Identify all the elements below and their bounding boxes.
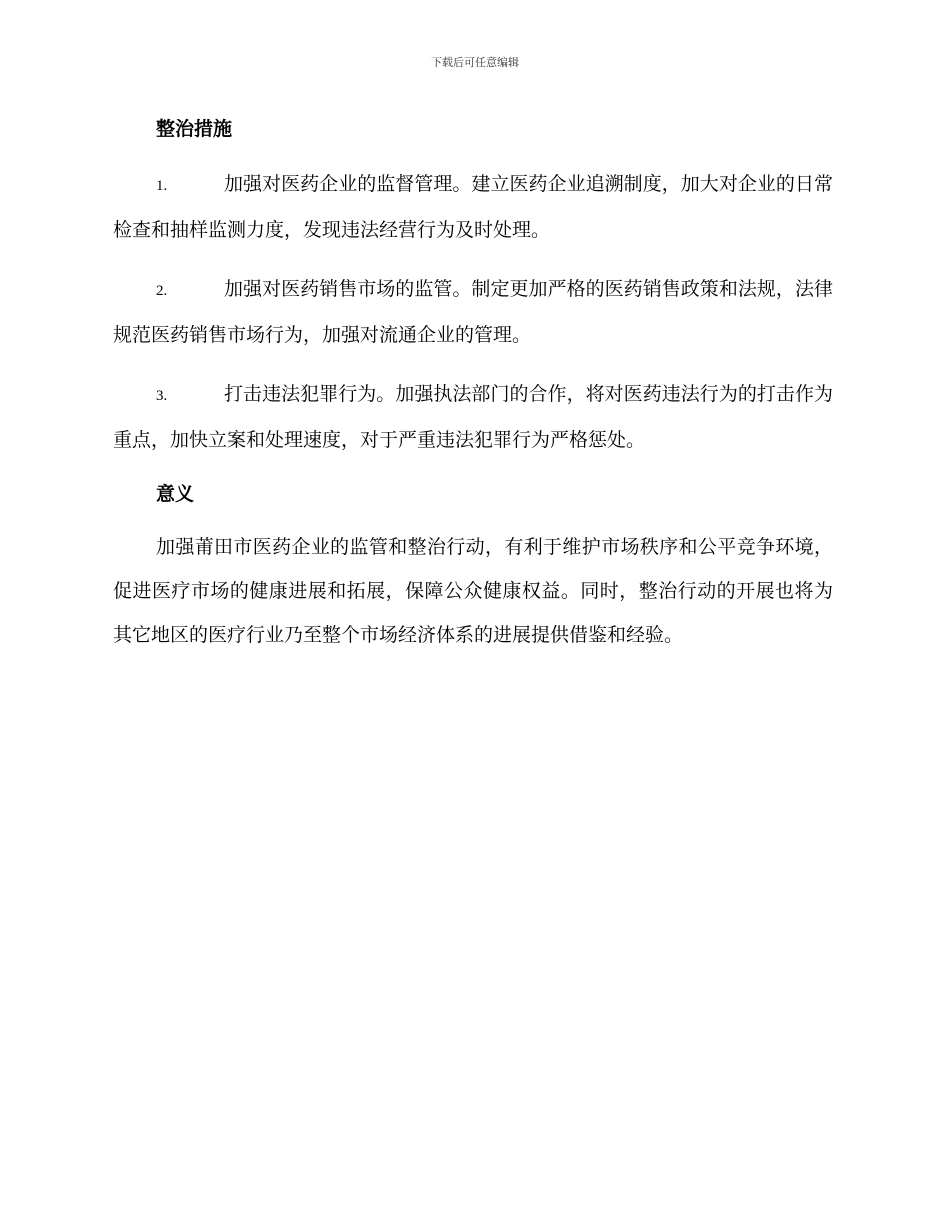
measure-text: 加强对医药销售市场的监管。制定更加严格的医药销售政策和法规，法律规范医药销售市场行为，加强对流通企业的管理。 [113,278,833,346]
measures-heading: 整治措施 [156,118,233,140]
measure-number: 2. [156,283,168,299]
measure-item [113,372,833,462]
measure-item [113,162,833,252]
measure-text: 打击违法犯罪行为。加强执法部门的合作，将对医药违法行为的打击作为重点，加快立案和处理速度，对于严重违法犯罪行为严格惩处。 [113,383,833,451]
significance-paragraph: 加强莆田市医药企业的监管和整治行动，有利于维护市场秩序和公平竞争环境，促进医疗市场的健康进展和拓展，保障公众健康权益。同时，整治行动的开展也将为其它地区的医疗行业乃至整个市场经济体系的进展提供借鉴和经验。 [113,536,833,646]
measure-item [113,267,833,357]
header-note: 下载后可任意编辑 [431,56,519,69]
measure-text: 加强对医药企业的监督管理。建立医药企业追溯制度，加大对企业的日常检查和抽样监测力度，发现违法经营行为及时处理。 [113,173,833,241]
significance-heading: 意义 [156,483,195,505]
measure-number: 1. [156,178,168,194]
document-body [113,112,833,657]
measure-number: 3. [156,388,168,404]
